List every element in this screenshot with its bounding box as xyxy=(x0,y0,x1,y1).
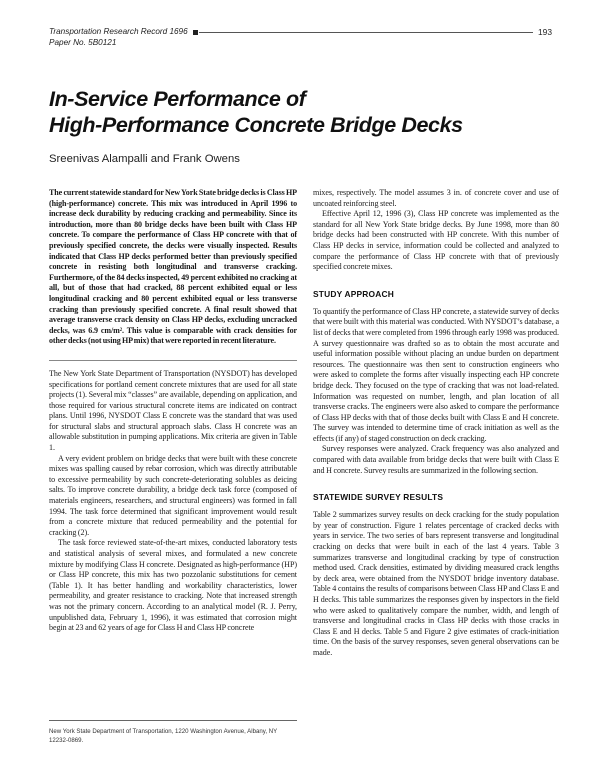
body-paragraph: mixes, respectively. The model assumes 3 in. of concrete cover and use of uncoated reinforcing steel. xyxy=(313,188,559,208)
body-paragraph: Effective April 12, 1996 (3), Class HP concrete was implemented as the standard for all New York State bridge decks. By June 1998, more than 80 bridge decks had been constructed with HP concrete. With this number of Class HP decks in service, information could be collected and analyzed to compare the performance of Class HP concrete with that of previously specified concrete mixes. xyxy=(313,209,559,272)
body-paragraph: Table 2 summarizes survey results on deck cracking for the study population by year of construction. Figure 1 relates percentage of cracked decks with years in service. The two series of bars represent transverse and longitudinal cracking on decks that were built in each of the last 4 years. Table 3 summarizes transverse and longitudinal cracking by type of construction method used. Crack densities, estimated by dividing measured crack lengths by deck area, were obtained from the NYSDOT bridge inventory database. Table 4 contains the results of comparisons between Class HP and Class E and H decks. This table summarizes the responses given by inspectors in the field who were asked to qualitatively compare the number, width, and length of transverse and longitudinal cracks in Class HP decks with those cracks in Class E and H decks. Table 5 and Figure 2 give estimates of crack-initiation time. On the basis of the survey responses, seven general observations can be made. xyxy=(313,510,559,657)
body-paragraph: To quantify the performance of Class HP concrete, a statewide survey of decks that were built with this material was conducted. With NYSDOT’s database, a list of decks that were completed from 1996 through early 1998 was produced. A survey questionnaire was drafted so as to obtain the most accurate and useful information possible without placing an undue burden on department resources. The questionnaire was then sent to construction engineers who were asked to complete the forms after visually inspecting each HP concrete bridge deck. They focused on the type of cracking that was not load-related. Information was requested on number, length, and plan location of all transverse cracks. The engineers were also asked to compare the performance of Class HP decks with that of those decks built with Class E and H concrete. The survey was intended to determine time of crack initiation as well as the effects (if any) of staged construction on deck cracking. xyxy=(313,306,559,443)
article-title xyxy=(49,86,549,138)
title-line-1: In-Service Performance of xyxy=(49,87,306,111)
page-number: 193 xyxy=(538,27,552,37)
left-column xyxy=(49,188,297,634)
paper-number: Paper No. 5B0121 xyxy=(49,37,117,47)
authors: Sreenivas Alampalli and Frank Owens xyxy=(49,153,240,165)
footnote: New York State Department of Transportation, 1220 Washington Avenue, Albany, NY 12232-0869. xyxy=(49,720,297,746)
header-rule xyxy=(199,32,533,33)
header-square-mark xyxy=(193,30,198,35)
body-paragraph: The task force reviewed state-of-the-art mixes, conducted laboratory tests and statistical analysis of several mixes, and formulated a new concrete mixture by modifying Class H concrete. Designated as high-performance (HP) or Class HP concrete, this mix has two pozzolanic substitutions for cement (Table 1). It has better handling and workability characteristics, lower permeability, and greater resistance to cracking. Note that increased strength was not the primary concern. According to an analytical model (R. J. Perry, unpublished data, February 1, 1996), it was estimated that corrosion might begin at 23 and 62 years of age for Class H and Class HP concrete xyxy=(49,538,297,633)
right-column xyxy=(313,188,559,659)
abstract: The current statewide standard for New York State bridge decks is Class HP (high-performance) concrete. This mix was introduced in April 1996 to increase deck durability by reducing cracking and permeability. Since its introduction, more than 80 bridge decks have been built with Class HP concrete. To compare the performance of Class HP concrete with that of previously specified concrete, the decks were visually inspected. Results indicated that Class HP decks performed better than previously specified concrete in resisting both longitudinal and transverse cracking. Furthermore, of the 84 decks inspected, 49 percent exhibited no cracking at all, but of those that had cracked, 88 percent exhibited equal or less longitudinal cracking and 80 percent exhibited equal or less transverse cracking than previously specified concrete. A final result showed that average transverse crack density on Class HP decks, excluding uncracked decks, was 6.9 cm/m². This value is comparable with crack densities for other decks (not using HP mix) that were reported in recent literature. xyxy=(49,188,297,346)
running-header xyxy=(49,27,552,48)
journal-name: Transportation Research Record 1696 xyxy=(49,27,188,36)
section-heading-statewide-survey-results: STATEWIDE SURVEY RESULTS xyxy=(313,492,444,503)
body-paragraph: A very evident problem on bridge decks that were built with these concrete mixes was spalling caused by rebar corrosion, which was directly attributable to excessive permeability by such concrete-deteriorating solubles as deicing salts. To improve concrete durability, a bridge deck task force (composed of materials engineers, researchers, and structural engineers) was formed in fall 1994. The task force determined that significant improvement would result from a concrete mixture that reduced permeability and the potential for cracking (2). xyxy=(49,453,297,537)
body-paragraph: The New York State Department of Transportation (NYSDOT) has developed specifications for portland cement concrete mixtures that are used for all state projects (1). Several mix “classes” are available, depending on application, and those required for various structural concrete items are indicated on contract plans. Until 1996, NYSDOT Class E concrete was the standard that was used for structural slabs and structural approach slabs. Class H concrete was an allowable substitution in pumping applications. Mix criteria are given in Table 1. xyxy=(49,368,297,453)
abstract-divider xyxy=(49,360,297,361)
section-heading-study-approach: STUDY APPROACH xyxy=(313,288,394,299)
title-line-2: High-Performance Concrete Bridge Decks xyxy=(49,113,463,137)
body-paragraph: Survey responses were analyzed. Crack frequency was also analyzed and compared with data available from bridge decks that were built with Class E and H concrete. Survey results are summarized in the following section. xyxy=(313,444,559,475)
